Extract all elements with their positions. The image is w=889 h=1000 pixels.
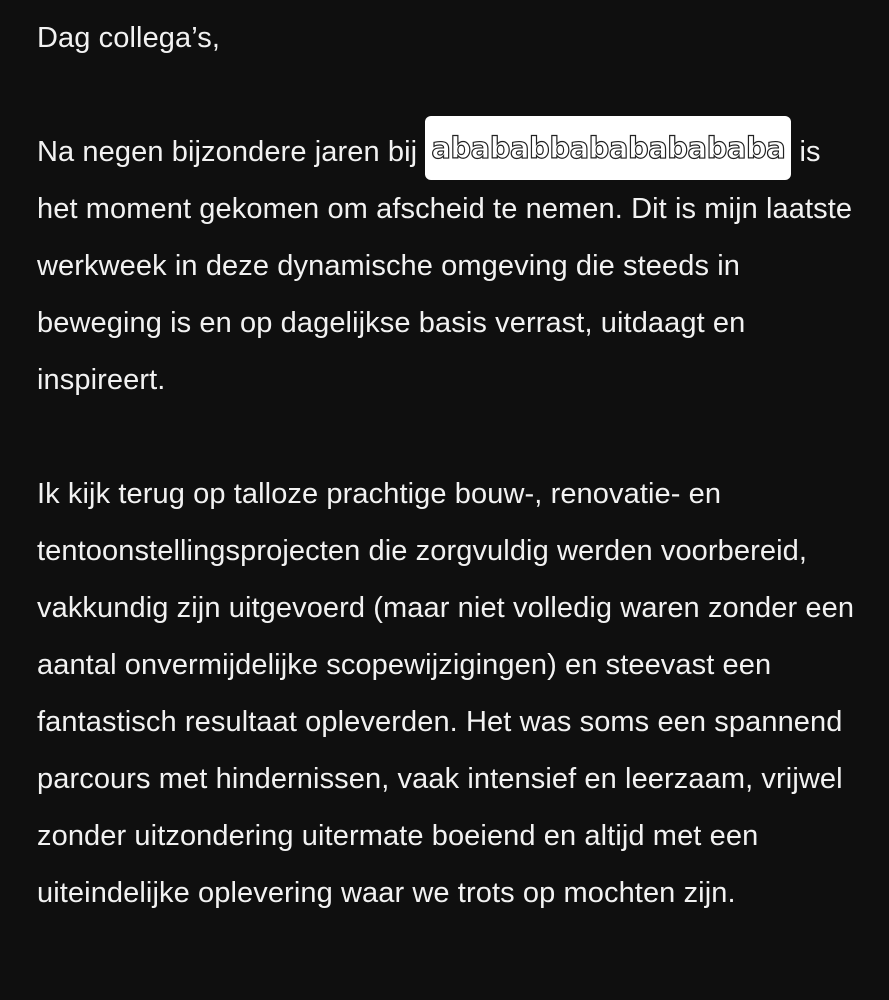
paragraph-2: Ik kijk terug op talloze prachtige bouw-, renovatie- en tentoonstellingsprojecten die zorgvuldig werden voorbereid, vakkundig zijn uitgevoerd (maar niet volledig waren zonder een aantal onvermijdelijke scopewijzigingen) en steevast een fantastisch resultaat opleverden. Het was soms een spannend parcours met hindernissen, vaak intensief en leerzaam, vrijwel zonder uitzondering uitermate boeiend en altijd met een uiteindelijke oplevering waar we trots op mochten zijn. — [37, 478, 855, 909]
email-body — [37, 10, 857, 922]
paragraph-spacer — [37, 409, 857, 466]
greeting: Dag collega’s, — [37, 22, 221, 54]
paragraph-1 — [37, 124, 857, 409]
paragraph-1-start: Na negen bijzondere jaren bij — [37, 136, 418, 168]
redacted-company-name: abababbabababababa — [425, 116, 791, 180]
paragraph-1-rest: is het moment gekomen om afscheid te nemen. Dit is mijn laatste werkweek in deze dynamische omgeving die steeds in beweging is en op dagelijkse basis verrast, uitdaagt en inspireert. — [37, 136, 853, 396]
